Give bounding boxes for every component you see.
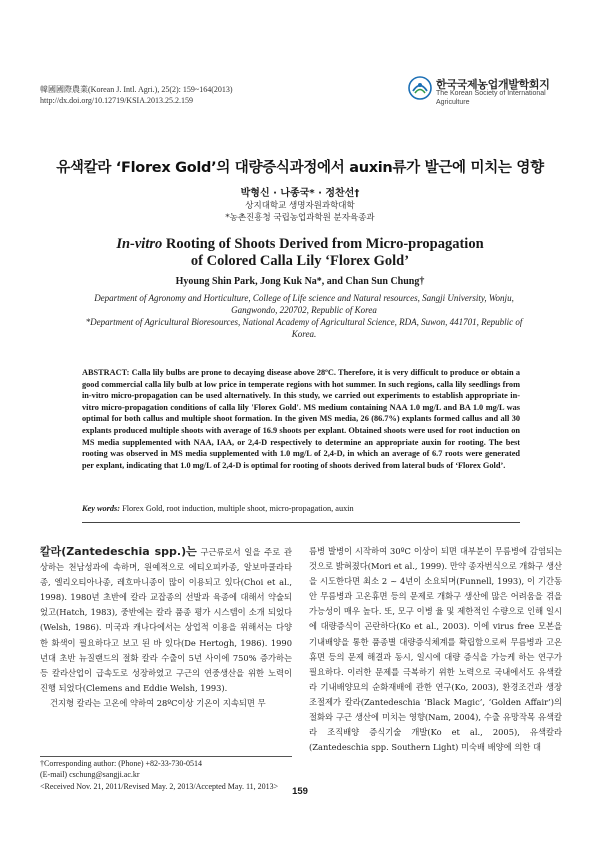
affiliation-ko-1: 상지대학교 생명자원과학대학 bbox=[245, 201, 355, 211]
affiliation-en-1: Department of Agronomy and Horticulture, College of Life science and Natural resources, Sangji University, Wonju, Gangwondo, 220702, Republic of Korea bbox=[94, 293, 514, 315]
body-column-left bbox=[40, 544, 292, 711]
footnote-email[interactable]: (E-mail) cschung@sangji.ac.kr bbox=[40, 770, 140, 780]
footnote-corresponding: †Corresponding author: (Phone) +82-33-730-0514 bbox=[40, 759, 203, 768]
body-paragraph: 건지형 칼라는 고온에 약하여 28ºC이상 기온이 지속되면 무 bbox=[50, 697, 266, 708]
society-name-en: The Korean Society of International Agriculture bbox=[436, 90, 546, 106]
footnote-dates: <Received Nov. 21, 2011/Revised May. 2, 2013/Accepted May. 11, 2013> bbox=[40, 781, 279, 791]
body-paragraph: 칼라(Zantedeschia spp.)는 구근류로서 일을 주로 관상하는 천남성과에 속하며, 원예적으로 에티오피카종, 알보마쿨라타종, 엘리오티아나종, 레흐마니종이 많이 이용되고 있다(Choi et al., 1998). 1980년 초반에 칼라 교잡종의 선발과 육종에 대해서 약술되었고(Hatch, 1983), 중반에는 칼라 품종 평가 시스템이 소개 되었다(Welsh, 1986). 미국과 캐나다에서는 상업적 이용을 위해서는 다양한 화색이 필요하다고 보고 된 바 있다(De Hertogh, 1986). 1990년대 초반 뉴질랜드의 절화 칼라 수출이 5년 사이에 750% 증가하는 등 칼라산업이 급속도로 성장하였고 구근의 연중생산을 위한 노력이 진행 되었다(Clemens and Eddie Welsh, 1993). bbox=[40, 545, 292, 693]
journal-citation: 韓國國際農業(Korean J. Intl. Agri.), 25(2): 159~164(2013) bbox=[40, 85, 233, 94]
body-paragraph: 름병 발병이 시작하여 30ºC 이상이 되면 대부분이 무름병에 감염되는 것으로 밝혀졌다(Mori et al., 1999). 만약 종자번식으로 개화구 생산을 시도한다면 최소 2 ~ 4년이 소요되며(Funnell, 1993), 이 기간동안 무름병과 고온휴면 등의 문제로 개화구 생산에 많은 어려움을 겪을 가능성이 매우 높다. 또, 모구 이병 율 및 제한적인 수량으로 인해 일시에 대량증식이 곤란하다(Ko et al., 2003). 이에 virus free 모본을 기내배양을 통한 품종별 대량증식체계를 확립함으로써 무름병과 고온휴면 등의 문제 해결과 동시, 일시에 대량 증식을 가능케 하는 연구가 필요하다. 이러한 문제를 극복하기 위한 노력으로 국내에서도 유색칼라 기내배양묘의 순화재배에 관한 연구(Ko, 2003), 환경조건과 생장조절제가 칼라(Zantedeschia ‘Black Magic’, ‘Golden Affair’)의 절화와 구근 생산에 미치는 영향(Nam, 2004), 수출 유망작목 유색칼라 조직배양 증식기술 개발(Ko et al., 2005), 유색칼라(Zantedeschia spp. Southern Light) 미숙배 배양에 의한 대 bbox=[309, 546, 562, 753]
keywords-label: Key words: bbox=[82, 504, 121, 513]
title-en-line2: of Colored Calla Lily ‘Florex Gold’ bbox=[190, 253, 410, 269]
journal-doi[interactable]: http://dx.doi.org/10.12719/KSIA.2013.25.2.159 bbox=[40, 96, 193, 105]
title-en-line1: Rooting of Shoots Derived from Micro-propagation bbox=[162, 236, 484, 252]
journal-header bbox=[40, 84, 233, 106]
abstract: ABSTRACT: Calla lily bulbs are prone to decaying disease above 28ºC. Therefore, it is very difficult to produce or obtain a good commercial calla lily bulb at low price in temperate regions with hot summer. In such regions, calla lily seedlings from in-vitro micro-propagation can be used alternatively. In this study, we carried out experiments to establish appropriate in-vitro micro-propagation conditions of calla lily 'Florex Gold'. MS medium containing NAA 1.0 mg/L and BA 1.0 mg/L was optimal for both callus and multiple shoot formation. In the given MS media, 26 (86.7%) explants formed callus and all 30 explants produced multiple shoots with average of 16.9 shoots per explant. Obtained shoots were used for root induction on MS media supplemented with NAA, IAA, or 2,4-D respectively to determine an appropriate auxin for rooting. The best rooting was observed in MS media supplemented with 1.0 mg/L of 2,4-D, in which an average of 6.7 roots were generated per explant, indicating that 1.0 mg/L of 2,4-D is optimal for rooting of shoots derived from lateral buds of ‘Florex Gold’. bbox=[82, 368, 520, 470]
title-en-italic: In-vitro bbox=[116, 236, 163, 252]
authors-ko: 박형신 · 나종국* · 정찬선† bbox=[240, 188, 360, 199]
lead-word: 칼라(Zantedeschia spp.)는 bbox=[40, 545, 197, 558]
affiliation-ko-2: *농촌진흥청 국립농업과학원 분자육종과 bbox=[225, 213, 375, 223]
keywords bbox=[82, 504, 520, 513]
page-number: 159 bbox=[292, 786, 308, 797]
keywords-text: Florex Gold, root induction, multiple shoot, micro-propagation, auxin bbox=[120, 504, 354, 513]
society-emblem-icon bbox=[408, 76, 432, 100]
paper-title-ko: 유색칼라 ‘Florex Gold’의 대량증식과정에서 auxin류가 발근에 미치는 영향 bbox=[56, 160, 544, 176]
affiliation-en-2: *Department of Agricultural Bioresources, National Academy of Agricultural Science, RDA, Suwon, 441701, Republic of Korea. bbox=[85, 317, 523, 339]
paper-title-en bbox=[0, 236, 600, 270]
affiliations-ko bbox=[0, 200, 600, 224]
footnote-divider bbox=[40, 756, 292, 757]
authors-en: Hyoung Shin Park, Jong Kuk Na*, and Chan Sun Chung† bbox=[175, 276, 425, 287]
abstract-divider bbox=[82, 522, 520, 523]
society-name-ko: 한국국제농업개발학회지 bbox=[436, 78, 550, 91]
society-logo bbox=[408, 74, 568, 110]
affiliations-en bbox=[80, 292, 528, 340]
body-column-right bbox=[309, 544, 562, 755]
